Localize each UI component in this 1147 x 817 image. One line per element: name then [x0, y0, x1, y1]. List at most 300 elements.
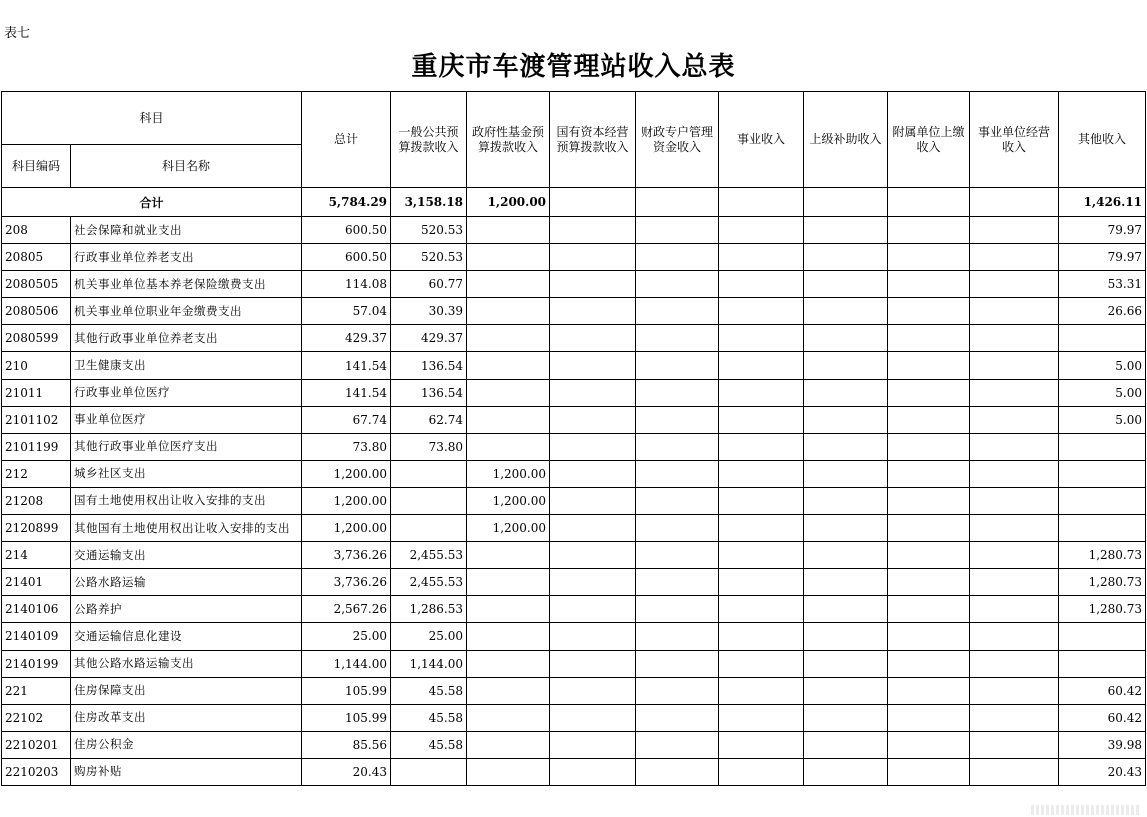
value-cell — [1059, 325, 1146, 352]
value-cell — [467, 271, 550, 298]
col-header: 总计 — [302, 92, 391, 188]
value-cell — [719, 433, 804, 460]
value-cell — [467, 596, 550, 623]
subject-code-cell: 210 — [2, 352, 71, 379]
table-row — [2, 677, 1146, 704]
value-cell — [804, 758, 888, 785]
value-cell — [550, 542, 636, 569]
value-cell — [550, 515, 636, 542]
value-cell — [550, 460, 636, 487]
subject-code-cell: 2210203 — [2, 758, 71, 785]
value-cell: 114.08 — [302, 271, 391, 298]
value-cell — [550, 569, 636, 596]
subject-name-cell: 公路水路运输 — [71, 569, 302, 596]
value-cell — [636, 487, 719, 514]
value-cell: 1,144.00 — [391, 650, 467, 677]
value-cell — [719, 244, 804, 271]
subject-code-cell: 2140106 — [2, 596, 71, 623]
subject-code-header: 科目编码 — [2, 145, 71, 188]
subject-name-cell: 机关事业单位基本养老保险缴费支出 — [71, 271, 302, 298]
value-cell — [719, 623, 804, 650]
total-cell: 3,158.18 — [391, 188, 467, 217]
watermark — [1031, 805, 1141, 815]
value-cell — [1059, 515, 1146, 542]
value-cell — [970, 596, 1059, 623]
value-cell — [391, 487, 467, 514]
value-cell: 520.53 — [391, 244, 467, 271]
total-cell — [888, 188, 970, 217]
total-label: 合计 — [2, 188, 302, 217]
subject-name-cell: 行政事业单位医疗 — [71, 379, 302, 406]
subject-name-cell: 事业单位医疗 — [71, 406, 302, 433]
value-cell — [467, 704, 550, 731]
total-cell — [804, 188, 888, 217]
table-row — [2, 298, 1146, 325]
value-cell — [888, 352, 970, 379]
value-cell: 30.39 — [391, 298, 467, 325]
value-cell — [804, 406, 888, 433]
value-cell — [550, 244, 636, 271]
table-row — [2, 244, 1146, 271]
value-cell — [719, 271, 804, 298]
value-cell: 62.74 — [391, 406, 467, 433]
value-cell — [888, 298, 970, 325]
table-row — [2, 542, 1146, 569]
value-cell: 45.58 — [391, 731, 467, 758]
value-cell — [970, 217, 1059, 244]
value-cell: 600.50 — [302, 244, 391, 271]
subject-name-cell: 国有土地使用权出让收入安排的支出 — [71, 487, 302, 514]
table-row — [2, 650, 1146, 677]
value-cell — [550, 704, 636, 731]
value-cell — [636, 325, 719, 352]
subject-code-cell: 2080505 — [2, 271, 71, 298]
value-cell — [888, 569, 970, 596]
value-cell: 520.53 — [391, 217, 467, 244]
value-cell — [719, 325, 804, 352]
value-cell — [804, 731, 888, 758]
value-cell — [550, 677, 636, 704]
col-header: 附属单位上缴收入 — [888, 92, 970, 188]
value-cell — [804, 542, 888, 569]
value-cell — [467, 379, 550, 406]
value-cell — [970, 298, 1059, 325]
col-header: 上级补助收入 — [804, 92, 888, 188]
col-header: 事业收入 — [719, 92, 804, 188]
subject-code-cell: 214 — [2, 542, 71, 569]
subject-code-cell: 21011 — [2, 379, 71, 406]
value-cell — [888, 379, 970, 406]
table-number-label: 表七 — [4, 26, 31, 41]
value-cell: 5.00 — [1059, 406, 1146, 433]
value-cell: 1,200.00 — [302, 460, 391, 487]
value-cell — [804, 217, 888, 244]
value-cell: 1,280.73 — [1059, 542, 1146, 569]
value-cell: 3,736.26 — [302, 542, 391, 569]
value-cell: 73.80 — [302, 433, 391, 460]
table-row — [2, 758, 1146, 785]
value-cell — [888, 487, 970, 514]
value-cell — [550, 433, 636, 460]
value-cell — [719, 704, 804, 731]
value-cell: 429.37 — [391, 325, 467, 352]
value-cell — [391, 515, 467, 542]
value-cell — [1059, 460, 1146, 487]
subject-code-cell: 2101199 — [2, 433, 71, 460]
value-cell — [636, 731, 719, 758]
table-row — [2, 596, 1146, 623]
value-cell — [550, 731, 636, 758]
value-cell — [636, 379, 719, 406]
col-header: 国有资本经营预算拨款收入 — [550, 92, 636, 188]
value-cell — [1059, 623, 1146, 650]
value-cell — [1059, 433, 1146, 460]
value-cell — [550, 623, 636, 650]
value-cell — [970, 650, 1059, 677]
subject-code-cell: 2080599 — [2, 325, 71, 352]
value-cell — [719, 596, 804, 623]
subject-name-cell: 其他行政事业单位医疗支出 — [71, 433, 302, 460]
value-cell: 20.43 — [302, 758, 391, 785]
total-cell — [970, 188, 1059, 217]
subject-name-cell: 行政事业单位养老支出 — [71, 244, 302, 271]
value-cell — [550, 487, 636, 514]
total-cell — [636, 188, 719, 217]
value-cell — [804, 325, 888, 352]
value-cell — [467, 731, 550, 758]
value-cell — [970, 244, 1059, 271]
value-cell — [719, 542, 804, 569]
value-cell — [636, 569, 719, 596]
table-row — [2, 515, 1146, 542]
value-cell: 2,455.53 — [391, 569, 467, 596]
value-cell — [636, 623, 719, 650]
value-cell — [719, 569, 804, 596]
value-cell — [804, 352, 888, 379]
total-cell: 1,426.11 — [1059, 188, 1146, 217]
value-cell — [888, 406, 970, 433]
subject-name-cell: 交通运输支出 — [71, 542, 302, 569]
value-cell — [888, 542, 970, 569]
value-cell — [391, 460, 467, 487]
value-cell — [467, 650, 550, 677]
subject-name-cell: 卫生健康支出 — [71, 352, 302, 379]
value-cell — [970, 325, 1059, 352]
value-cell — [888, 596, 970, 623]
value-cell — [719, 460, 804, 487]
value-cell: 600.50 — [302, 217, 391, 244]
subject-name-cell: 公路养护 — [71, 596, 302, 623]
value-cell — [467, 677, 550, 704]
value-cell — [636, 677, 719, 704]
value-cell: 39.98 — [1059, 731, 1146, 758]
total-cell — [550, 188, 636, 217]
value-cell — [804, 650, 888, 677]
value-cell — [888, 515, 970, 542]
value-cell — [804, 623, 888, 650]
value-cell: 5.00 — [1059, 379, 1146, 406]
value-cell: 105.99 — [302, 704, 391, 731]
value-cell: 26.66 — [1059, 298, 1146, 325]
table-row — [2, 487, 1146, 514]
value-cell — [636, 406, 719, 433]
value-cell — [636, 217, 719, 244]
value-cell: 53.31 — [1059, 271, 1146, 298]
value-cell — [888, 244, 970, 271]
value-cell — [970, 515, 1059, 542]
income-summary-table — [1, 91, 1146, 786]
value-cell — [1059, 650, 1146, 677]
value-cell — [719, 650, 804, 677]
subject-code-cell: 2080506 — [2, 298, 71, 325]
value-cell: 57.04 — [302, 298, 391, 325]
table-row — [2, 352, 1146, 379]
value-cell — [970, 731, 1059, 758]
subject-name-cell: 住房公积金 — [71, 731, 302, 758]
value-cell — [970, 569, 1059, 596]
value-cell — [719, 352, 804, 379]
value-cell — [636, 758, 719, 785]
value-cell — [804, 433, 888, 460]
subject-code-cell: 21401 — [2, 569, 71, 596]
value-cell — [804, 677, 888, 704]
value-cell — [888, 460, 970, 487]
value-cell — [719, 677, 804, 704]
value-cell — [550, 406, 636, 433]
subject-code-cell: 21208 — [2, 487, 71, 514]
value-cell: 45.58 — [391, 704, 467, 731]
value-cell — [719, 379, 804, 406]
subject-name-cell: 住房改革支出 — [71, 704, 302, 731]
value-cell: 1,200.00 — [467, 515, 550, 542]
value-cell — [888, 217, 970, 244]
value-cell — [719, 217, 804, 244]
value-cell — [804, 487, 888, 514]
value-cell — [719, 515, 804, 542]
value-cell: 1,200.00 — [302, 487, 391, 514]
value-cell: 1,200.00 — [302, 515, 391, 542]
value-cell: 2,455.53 — [391, 542, 467, 569]
value-cell: 73.80 — [391, 433, 467, 460]
value-cell — [636, 596, 719, 623]
subject-name-cell: 其他行政事业单位养老支出 — [71, 325, 302, 352]
value-cell: 2,567.26 — [302, 596, 391, 623]
value-cell: 1,280.73 — [1059, 596, 1146, 623]
total-cell: 5,784.29 — [302, 188, 391, 217]
value-cell — [636, 244, 719, 271]
value-cell — [719, 731, 804, 758]
subject-code-cell: 22102 — [2, 704, 71, 731]
table-row — [2, 623, 1146, 650]
value-cell — [550, 650, 636, 677]
table-row — [2, 433, 1146, 460]
subject-name-cell: 城乡社区支出 — [71, 460, 302, 487]
value-cell: 136.54 — [391, 352, 467, 379]
value-cell — [550, 352, 636, 379]
value-cell — [804, 244, 888, 271]
value-cell — [467, 758, 550, 785]
page-title: 重庆市车渡管理站收入总表 — [411, 52, 736, 82]
table-row — [2, 704, 1146, 731]
value-cell — [467, 406, 550, 433]
value-cell: 429.37 — [302, 325, 391, 352]
subject-name-header: 科目名称 — [71, 145, 302, 188]
value-cell: 1,200.00 — [467, 487, 550, 514]
value-cell — [550, 379, 636, 406]
subject-code-cell: 208 — [2, 217, 71, 244]
value-cell — [467, 623, 550, 650]
value-cell — [970, 677, 1059, 704]
subject-name-cell: 其他公路水路运输支出 — [71, 650, 302, 677]
value-cell — [888, 271, 970, 298]
table-row — [2, 379, 1146, 406]
value-cell — [550, 271, 636, 298]
total-row — [2, 188, 1146, 217]
value-cell — [970, 379, 1059, 406]
value-cell — [550, 325, 636, 352]
value-cell — [888, 758, 970, 785]
subject-code-cell: 2210201 — [2, 731, 71, 758]
value-cell — [970, 542, 1059, 569]
value-cell: 25.00 — [302, 623, 391, 650]
subject-name-cell: 交通运输信息化建设 — [71, 623, 302, 650]
value-cell — [467, 433, 550, 460]
value-cell: 60.42 — [1059, 704, 1146, 731]
value-cell — [467, 352, 550, 379]
value-cell: 25.00 — [391, 623, 467, 650]
value-cell — [1059, 487, 1146, 514]
table-row — [2, 406, 1146, 433]
subject-name-cell: 其他国有土地使用权出让收入安排的支出 — [71, 515, 302, 542]
subject-header: 科目 — [2, 92, 302, 145]
value-cell — [804, 460, 888, 487]
value-cell — [636, 298, 719, 325]
value-cell: 67.74 — [302, 406, 391, 433]
value-cell — [888, 433, 970, 460]
col-header: 政府性基金预算拨款收入 — [467, 92, 550, 188]
value-cell — [719, 487, 804, 514]
value-cell: 85.56 — [302, 731, 391, 758]
col-header: 其他收入 — [1059, 92, 1146, 188]
table-row — [2, 460, 1146, 487]
value-cell — [804, 569, 888, 596]
total-cell: 1,200.00 — [467, 188, 550, 217]
subject-code-cell: 20805 — [2, 244, 71, 271]
value-cell — [970, 704, 1059, 731]
value-cell — [804, 379, 888, 406]
table-row — [2, 325, 1146, 352]
value-cell — [550, 217, 636, 244]
value-cell: 105.99 — [302, 677, 391, 704]
value-cell — [636, 460, 719, 487]
value-cell — [550, 596, 636, 623]
value-cell — [970, 623, 1059, 650]
value-cell — [970, 487, 1059, 514]
value-cell — [636, 515, 719, 542]
value-cell: 60.77 — [391, 271, 467, 298]
value-cell: 3,736.26 — [302, 569, 391, 596]
value-cell — [970, 460, 1059, 487]
value-cell — [467, 298, 550, 325]
value-cell — [550, 298, 636, 325]
value-cell: 1,286.53 — [391, 596, 467, 623]
value-cell — [970, 406, 1059, 433]
value-cell — [804, 515, 888, 542]
value-cell — [888, 325, 970, 352]
value-cell: 45.58 — [391, 677, 467, 704]
value-cell: 20.43 — [1059, 758, 1146, 785]
value-cell — [467, 569, 550, 596]
total-cell — [719, 188, 804, 217]
subject-code-cell: 2140109 — [2, 623, 71, 650]
value-cell: 79.97 — [1059, 217, 1146, 244]
col-header: 一般公共预算拨款收入 — [391, 92, 467, 188]
subject-code-cell: 221 — [2, 677, 71, 704]
value-cell — [888, 704, 970, 731]
table-row — [2, 271, 1146, 298]
value-cell — [636, 433, 719, 460]
value-cell — [719, 406, 804, 433]
value-cell — [467, 244, 550, 271]
value-cell: 1,144.00 — [302, 650, 391, 677]
table-row — [2, 731, 1146, 758]
value-cell — [970, 352, 1059, 379]
value-cell — [888, 650, 970, 677]
subject-name-cell: 机关事业单位职业年金缴费支出 — [71, 298, 302, 325]
value-cell — [804, 298, 888, 325]
value-cell — [804, 596, 888, 623]
value-cell — [888, 677, 970, 704]
value-cell: 141.54 — [302, 379, 391, 406]
subject-code-cell: 212 — [2, 460, 71, 487]
value-cell: 136.54 — [391, 379, 467, 406]
value-cell: 1,200.00 — [467, 460, 550, 487]
value-cell — [636, 650, 719, 677]
value-cell — [970, 433, 1059, 460]
subject-name-cell: 住房保障支出 — [71, 677, 302, 704]
table-row — [2, 569, 1146, 596]
value-cell — [888, 731, 970, 758]
value-cell: 60.42 — [1059, 677, 1146, 704]
value-cell: 1,280.73 — [1059, 569, 1146, 596]
value-cell: 79.97 — [1059, 244, 1146, 271]
value-cell — [636, 352, 719, 379]
value-cell: 5.00 — [1059, 352, 1146, 379]
value-cell — [391, 758, 467, 785]
subject-code-cell: 2120899 — [2, 515, 71, 542]
value-cell — [804, 704, 888, 731]
subject-code-cell: 2140199 — [2, 650, 71, 677]
value-cell — [970, 271, 1059, 298]
value-cell — [719, 758, 804, 785]
value-cell — [467, 217, 550, 244]
value-cell — [467, 542, 550, 569]
table-row — [2, 217, 1146, 244]
value-cell — [970, 758, 1059, 785]
subject-code-cell: 2101102 — [2, 406, 71, 433]
value-cell — [804, 271, 888, 298]
value-cell — [888, 623, 970, 650]
value-cell: 141.54 — [302, 352, 391, 379]
value-cell — [636, 271, 719, 298]
value-cell — [550, 758, 636, 785]
value-cell — [467, 325, 550, 352]
col-header: 事业单位经营收入 — [970, 92, 1059, 188]
value-cell — [636, 542, 719, 569]
value-cell — [636, 704, 719, 731]
subject-name-cell: 购房补贴 — [71, 758, 302, 785]
value-cell — [719, 298, 804, 325]
